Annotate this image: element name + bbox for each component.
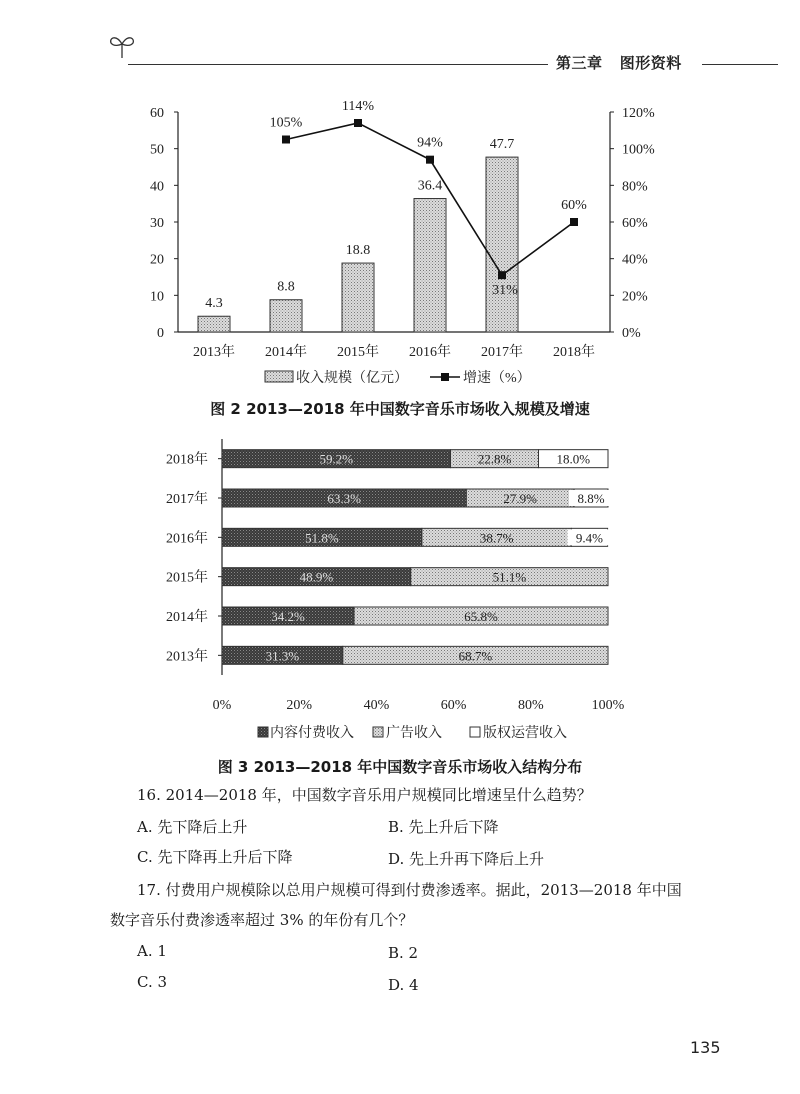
legend-bar-label: 收入规模（亿元）	[296, 371, 408, 386]
category-label: 2014年	[265, 345, 307, 360]
left-tick-label: 60	[150, 106, 164, 121]
right-tick-label: 80%	[622, 179, 648, 195]
figure-3-caption: 图 3 2013—2018 年中国数字音乐市场收入结构分布	[217, 758, 583, 776]
revenue-bar-label: 4.3	[205, 296, 223, 312]
x-tick-label: 20%	[286, 698, 313, 713]
growth-label: 60%	[561, 198, 587, 213]
question-16-option-a[interactable]: A. 先下降后上升	[137, 818, 248, 836]
category-label: 2013年	[193, 345, 235, 360]
segment-label: 51.8%	[305, 530, 339, 546]
segment-label: 18.0%	[556, 451, 591, 467]
sprout-icon	[108, 30, 136, 60]
x-tick-label: 60%	[440, 698, 467, 713]
segment-label: 65.8%	[464, 609, 498, 624]
segment-label: 8.8%	[577, 491, 605, 506]
segment-label: 22.8%	[477, 451, 512, 467]
left-tick-label: 10	[150, 289, 164, 305]
x-tick-label: 0%	[212, 698, 232, 713]
year-label: 2016年	[166, 531, 208, 547]
left-tick-label: 30	[150, 216, 164, 231]
question-16-option-b[interactable]: B. 先上升后下降	[388, 818, 499, 836]
left-tick-label: 50	[150, 142, 164, 158]
revenue-bar	[270, 300, 302, 332]
segment-label: 31.3%	[265, 648, 300, 664]
page-number: 135	[690, 1038, 721, 1057]
question-17-stem-line2: 数字音乐付费渗透率超过 3% 的年份有几个？	[110, 911, 414, 929]
revenue-bar	[342, 263, 374, 332]
legend-line-marker	[441, 373, 449, 381]
right-tick-label: 0%	[622, 326, 641, 341]
year-label: 2015年	[166, 570, 208, 586]
category-label: 2018年	[553, 345, 595, 360]
segment-label: 38.7%	[479, 530, 514, 546]
category-label: 2015年	[337, 345, 379, 360]
year-label: 2013年	[166, 649, 208, 665]
segment-label: 51.1%	[492, 569, 527, 585]
legend-copyright-label: 版权运营收入	[483, 726, 567, 741]
question-17-option-c[interactable]: C. 3	[137, 973, 168, 991]
legend-advertising-label: 广告收入	[386, 726, 442, 741]
revenue-bar-label: 36.4	[417, 178, 443, 194]
growth-marker	[282, 136, 290, 144]
legend-content-paid-swatch	[258, 727, 268, 737]
question-17-option-d[interactable]: D. 4	[388, 976, 419, 994]
question-17-option-b[interactable]: B. 2	[388, 944, 419, 962]
growth-marker	[498, 271, 506, 279]
right-tick-label: 60%	[622, 216, 648, 231]
x-tick-label: 40%	[363, 698, 390, 713]
question-17-option-a[interactable]: A. 1	[137, 942, 167, 960]
revenue-bar-label: 8.8	[277, 279, 295, 295]
question-16-option-c[interactable]: C. 先下降再上升后下降	[137, 848, 293, 866]
header-rule-left	[128, 64, 548, 65]
growth-marker	[570, 218, 578, 226]
growth-marker	[354, 119, 362, 127]
left-tick-label: 0	[157, 326, 164, 341]
chapter-label: 第三章	[556, 54, 603, 72]
segment-label: 59.2%	[319, 451, 354, 467]
left-tick-label: 40	[150, 179, 164, 195]
right-tick-label: 20%	[622, 289, 648, 305]
category-label: 2017年	[481, 345, 523, 360]
revenue-bar-label: 47.7	[489, 137, 515, 153]
growth-label: 94%	[417, 135, 443, 151]
legend-bar-swatch	[265, 371, 293, 382]
right-tick-label: 100%	[622, 142, 655, 158]
segment-label: 48.9%	[299, 569, 334, 585]
category-label: 2016年	[409, 345, 451, 360]
legend-content-paid-label: 内容付费收入	[270, 726, 354, 741]
segment-label: 34.2%	[271, 609, 305, 624]
question-17-stem-line1: 17. 付费用户规模除以总用户规模可得到付费渗透率。据此，2013—2018 年中国	[137, 881, 682, 899]
question-16-option-d[interactable]: D. 先上升再下降后上升	[388, 850, 545, 868]
revenue-bar	[198, 316, 230, 332]
segment-label: 27.9%	[503, 491, 537, 506]
legend-copyright-swatch	[470, 727, 480, 737]
left-tick-label: 20	[150, 252, 164, 268]
growth-label: 31%	[492, 283, 518, 299]
right-tick-label: 120%	[622, 106, 655, 121]
revenue-bar	[414, 199, 446, 332]
segment-label: 63.3%	[327, 491, 361, 506]
page-header	[0, 0, 800, 80]
header-title	[556, 52, 682, 73]
revenue-structure-chart	[0, 425, 800, 745]
header-rule-right	[702, 64, 778, 65]
growth-label: 114%	[341, 99, 375, 114]
growth-marker	[426, 156, 434, 164]
x-tick-label: 100%	[591, 698, 625, 713]
year-label: 2018年	[166, 452, 208, 468]
question-16-stem: 16. 2014—2018 年，中国数字音乐用户规模同比增速呈什么趋势？	[137, 786, 592, 804]
section-label: 图形资料	[619, 54, 682, 72]
figure-2-caption: 图 2 2013—2018 年中国数字音乐市场收入规模及增速	[210, 400, 590, 418]
year-label: 2017年	[166, 492, 208, 507]
revenue-bar-label: 18.8	[345, 243, 371, 259]
legend-line-label: 增速（%）	[463, 371, 531, 386]
growth-label: 105%	[269, 115, 303, 131]
x-tick-label: 80%	[517, 698, 544, 713]
year-label: 2014年	[166, 610, 208, 625]
right-tick-label: 40%	[622, 252, 648, 268]
revenue-bar	[486, 157, 518, 332]
segment-label: 9.4%	[575, 530, 604, 546]
segment-label: 68.7%	[458, 648, 493, 664]
legend-advertising-swatch	[373, 727, 383, 737]
